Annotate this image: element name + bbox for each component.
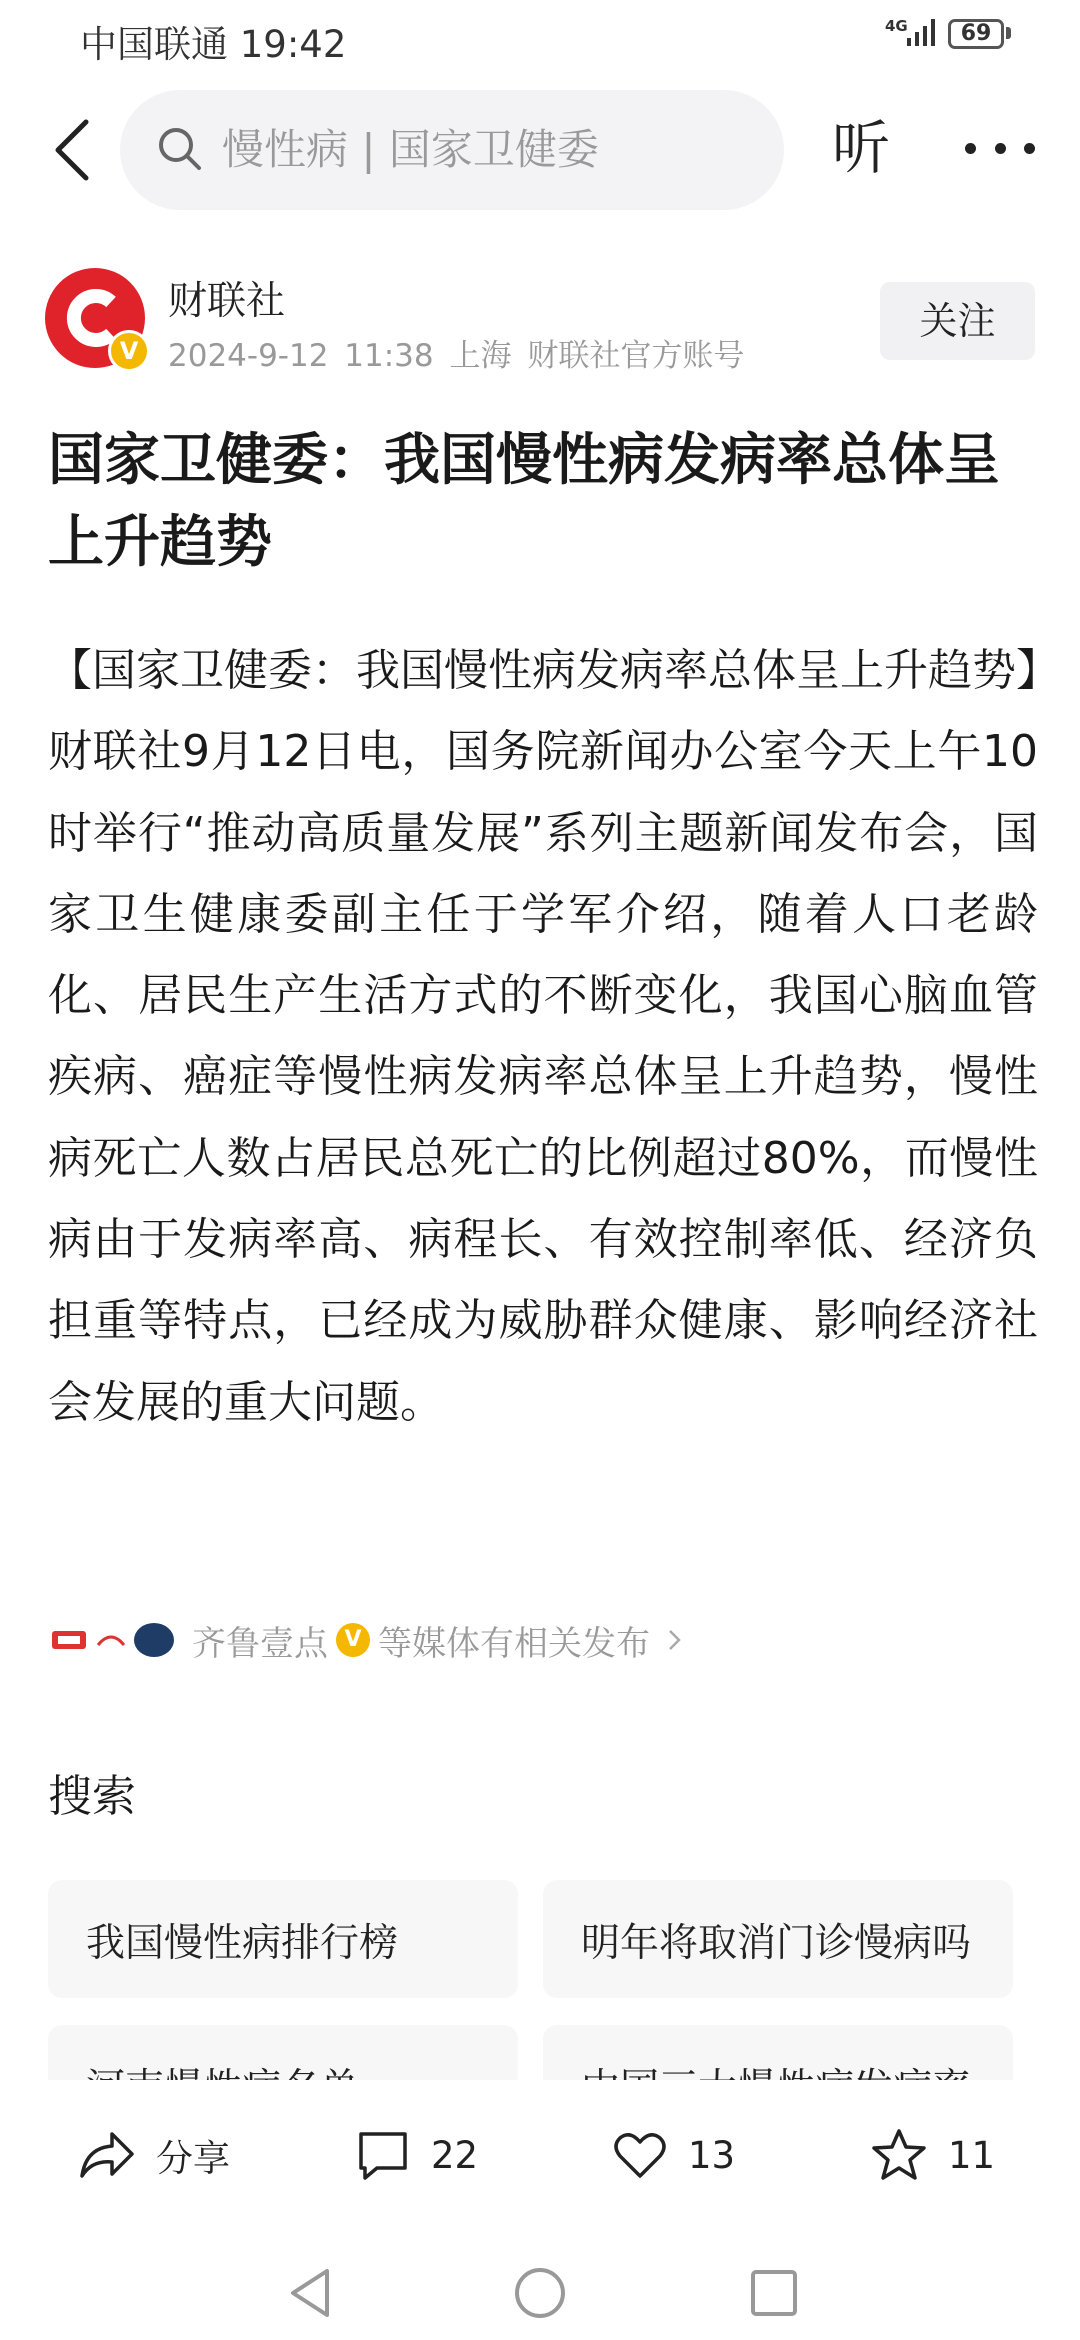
search-suggestion-chip[interactable] — [543, 1880, 1013, 1998]
article-title: 国家卫健委：我国慢性病发病率总体呈上升趋势 — [48, 428, 1000, 575]
verified-badge-icon: V — [336, 1623, 370, 1657]
search-suggestion-label: 明年将取消门诊慢病吗 — [581, 1921, 972, 1966]
nav-home-icon[interactable] — [512, 2265, 568, 2321]
follow-button[interactable]: 关注 — [880, 282, 1035, 360]
listen-button[interactable]: 听 — [832, 114, 891, 182]
search-suggestion-label: 我国慢性病排行榜 — [86, 1921, 399, 1966]
more-dot-icon — [1024, 143, 1035, 154]
comment-count: 22 — [431, 2133, 479, 2177]
battery-cap — [1006, 27, 1011, 39]
like-count: 13 — [688, 2133, 736, 2177]
signal-icon — [905, 16, 937, 48]
share-label: 分享 — [156, 2137, 230, 2180]
search-icon — [155, 124, 205, 174]
more-dot-icon — [965, 143, 976, 154]
search-query-text[interactable]: 慢性病 | 国家卫健委 — [222, 125, 599, 174]
verified-badge-icon: V — [108, 330, 150, 372]
media-suffix-text: 等媒体有相关发布 — [378, 1623, 650, 1664]
comment-icon — [355, 2128, 411, 2182]
heart-icon — [612, 2128, 668, 2182]
carrier-time: 中国联通 19:42 — [80, 23, 347, 66]
favorite-button[interactable] — [870, 2120, 995, 2190]
media-logo-icon — [50, 1623, 88, 1657]
network-type: 4G — [885, 17, 908, 35]
back-button[interactable] — [42, 110, 102, 190]
post-meta: 2024-9-12 11:38 上海 财联社官方账号 — [168, 338, 745, 374]
related-media-row[interactable] — [50, 1615, 690, 1665]
article-body: 【国家卫健委：我国慢性病发病率总体呈上升趋势】财联社9月12日电，国务院新闻办公室今天上午10时举行“推动高质量发展”系列主题新闻发布会，国家卫生健康委副主任于学军介绍，随着人口老龄化、居民生产生活方式的不断变化，我国心脑血管疾病、癌症等慢性病发病率总体呈上升趋势，慢性病死亡人数占居民总死亡的比例超过80%，而慢性病由于发病率高、病程长、有效控制率低、经济负担重等特点，已经成为威胁群众健康、影响经济社会发展的重大问题。 — [48, 645, 1038, 1428]
battery-icon: 69 — [948, 19, 1004, 49]
like-button[interactable] — [612, 2120, 735, 2190]
chevron-right-icon — [660, 1625, 690, 1655]
media-logo-icon — [94, 1623, 128, 1657]
media-source-name: 齐鲁壹点 — [192, 1623, 328, 1664]
search-section-heading: 搜索 — [48, 1771, 136, 1822]
favorite-count: 11 — [948, 2133, 996, 2177]
back-arrow-icon — [52, 118, 92, 182]
more-options-button[interactable] — [965, 118, 1035, 178]
author-name[interactable]: 财联社 — [168, 279, 286, 324]
nav-back-icon[interactable] — [285, 2265, 335, 2321]
media-logo-icon — [134, 1623, 174, 1657]
search-suggestion-chip[interactable] — [48, 1880, 518, 1998]
more-dot-icon — [995, 143, 1006, 154]
star-icon — [870, 2127, 928, 2183]
comment-button[interactable] — [355, 2120, 478, 2190]
share-icon — [78, 2128, 136, 2182]
nav-recents-icon[interactable] — [748, 2267, 800, 2319]
share-button[interactable] — [78, 2120, 230, 2190]
